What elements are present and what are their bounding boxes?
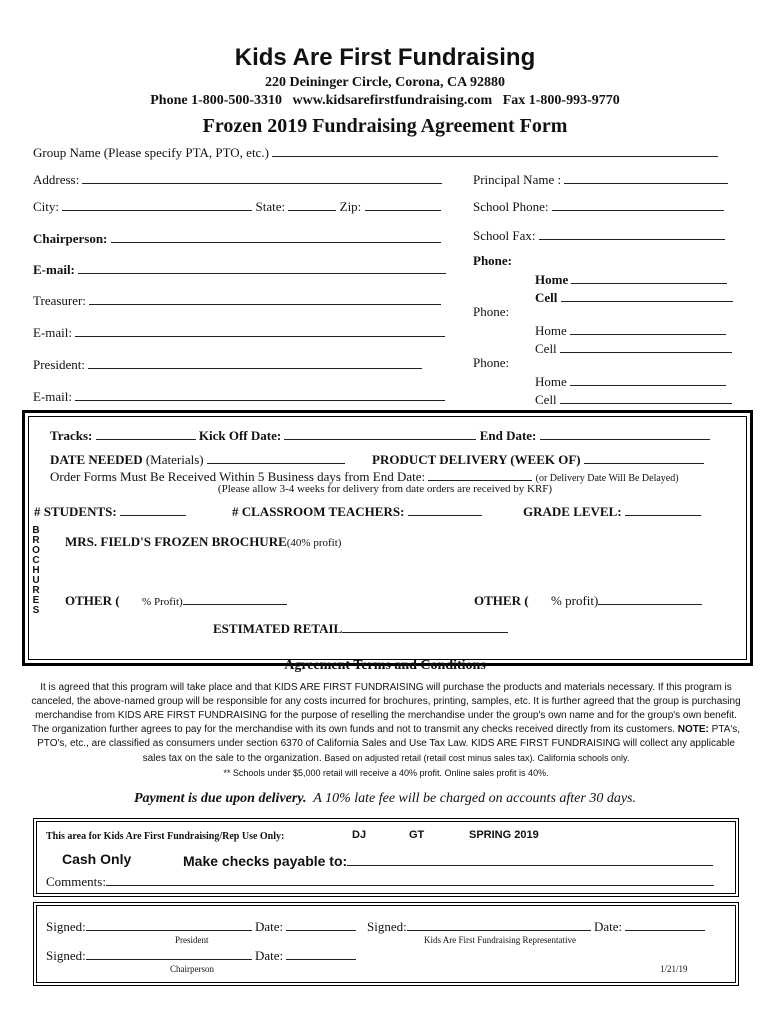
other1-percent-field[interactable]	[123, 592, 139, 605]
president-email-field[interactable]	[75, 387, 445, 401]
chair-phone-label: Phone:	[473, 253, 512, 268]
delivery-allow-note: (Please allow 3-4 weeks for delivery from date orders are received by KRF)	[217, 483, 553, 495]
president-phone-label: Phone:	[473, 355, 510, 370]
treasurer-email-row	[33, 323, 445, 341]
principal-row	[473, 170, 728, 188]
president-cell-label: Cell	[535, 392, 557, 407]
comments-label: Comments:	[46, 874, 106, 889]
chair-email-row	[33, 260, 446, 278]
brochures-vertical-label: BROCHURES	[32, 525, 40, 616]
treasurer-home-label: Home	[535, 323, 567, 338]
form-title: Frozen 2019 Fundraising Agreement Form	[202, 115, 568, 137]
payable-field[interactable]	[347, 851, 713, 866]
chair-signed-label: Signed:	[46, 948, 86, 963]
school-fax-label: School Fax:	[473, 228, 536, 243]
state-field[interactable]	[288, 197, 336, 211]
address-label: Address:	[33, 172, 80, 187]
chair-home-label: Home	[535, 272, 569, 287]
treasurer-row	[33, 291, 441, 309]
group-name-field[interactable]	[272, 143, 718, 157]
teachers-field[interactable]	[408, 502, 482, 516]
rep-signature-field[interactable]	[407, 917, 591, 931]
terms-heading: Agreement Terms and Conditions	[284, 658, 486, 673]
dates-row	[50, 426, 710, 444]
state-label: State:	[255, 199, 286, 214]
president-email-row	[33, 387, 445, 405]
students-label: # STUDENTS:	[34, 504, 117, 519]
treasurer-home-row	[535, 321, 726, 339]
group-name-row	[33, 143, 718, 161]
comments-row	[46, 872, 714, 890]
rep-code-gt: GT	[409, 829, 425, 841]
company-address: 220 Deininger Circle, Corona, CA 92880	[265, 75, 505, 90]
season-label: SPRING 2019	[469, 829, 539, 841]
rep-caption: Kids Are First Fundraising Representative	[424, 935, 576, 945]
end-date-field[interactable]	[540, 426, 710, 440]
grade-label: GRADE LEVEL:	[523, 504, 622, 519]
chair-signature-field[interactable]	[86, 946, 252, 960]
kickoff-field[interactable]	[284, 426, 476, 440]
treasurer-cell-label: Cell	[535, 341, 557, 356]
address-field[interactable]	[82, 170, 442, 184]
school-phone-row	[473, 197, 724, 215]
terms-note-small: Based on adjusted retail (retail cost minus sales tax). California schools only.	[324, 753, 630, 763]
chairperson-label: Chairperson:	[33, 231, 108, 246]
school-phone-label: School Phone:	[473, 199, 549, 214]
city-field[interactable]	[62, 197, 252, 211]
treasurer-email-label: E-mail:	[33, 325, 72, 340]
comments-field[interactable]	[106, 872, 714, 886]
teachers-label: # CLASSROOM TEACHERS:	[232, 504, 405, 519]
other2-percent-field[interactable]	[532, 592, 548, 605]
other2-label: OTHER (	[474, 593, 529, 608]
zip-field[interactable]	[365, 197, 441, 211]
chair-cell-field[interactable]	[561, 288, 733, 302]
terms-note-label: NOTE:	[677, 724, 709, 735]
treasurer-phone-label: Phone:	[473, 304, 510, 319]
treasurer-cell-field[interactable]	[560, 339, 732, 353]
tracks-label: Tracks:	[50, 428, 93, 443]
treasurer-home-field[interactable]	[570, 321, 726, 335]
chair-sign-row	[46, 946, 356, 964]
president-signed-label: Signed:	[46, 919, 86, 934]
school-fax-field[interactable]	[539, 226, 725, 240]
group-name-label: Group Name (Please specify PTA, PTO, etc.)	[33, 145, 269, 160]
estimated-retail-row	[213, 619, 508, 637]
chair-home-field[interactable]	[571, 270, 727, 284]
chair-email-label: E-mail:	[33, 262, 75, 277]
principal-label: Principal Name :	[473, 172, 562, 187]
payable-label: Make checks payable to:	[183, 853, 348, 869]
chair-email-field[interactable]	[78, 260, 446, 274]
company-name: Kids Are First Fundraising	[234, 44, 536, 71]
president-email-label: E-mail:	[33, 389, 72, 404]
rep-signed-label: Signed:	[367, 919, 407, 934]
cash-only-label: Cash Only	[62, 851, 132, 867]
product-delivery-row	[372, 450, 704, 468]
chair-date-field[interactable]	[286, 946, 356, 960]
president-date-label: Date:	[254, 919, 284, 934]
kickoff-label: Kick Off Date:	[198, 428, 282, 443]
school-phone-field[interactable]	[552, 197, 724, 211]
terms-note-text: PTA's, PTO's, etc., are classified as consumers under section 6370 of California Sales and Use Tax Law. KIDS ARE FIRST FUNDRAISING will collect any applicable sales tax on the sale to the organization.	[37, 724, 741, 764]
brochure-row	[65, 534, 341, 550]
students-row	[34, 502, 186, 520]
rep-code-dj: DJ	[352, 829, 367, 841]
other2-row	[474, 591, 702, 609]
date-needed-label: DATE NEEDED	[50, 452, 143, 467]
other1-row	[65, 591, 287, 609]
other1-label: OTHER (	[65, 593, 120, 608]
school-fax-row	[473, 226, 725, 244]
president-sign-row	[46, 917, 356, 935]
other2-field[interactable]	[598, 591, 702, 605]
delayed-note: (or Delivery Date Will Be Delayed)	[535, 473, 679, 484]
payment-due: Payment is due upon delivery.	[134, 791, 307, 806]
signature-box	[33, 902, 739, 986]
schools-note: ** Schools under $5,000 retail will receive a 40% profit. Online sales profit is 40%.	[223, 768, 549, 778]
president-signature-field[interactable]	[86, 917, 252, 931]
president-label: President:	[33, 357, 85, 372]
rep-sign-row	[367, 917, 705, 935]
treasurer-label: Treasurer:	[33, 293, 86, 308]
president-cell-row	[535, 390, 732, 408]
grade-field[interactable]	[625, 502, 701, 516]
terms-text: It is agreed that this program will take place and that KIDS ARE FIRST FUNDRAISING will purchase the products and materials necessary. If this program is canceled, the above-named group will be responsible for any costs incurred for brochures, printing, samples, etc. It is further agreed that the group is purchasing merchandise from KIDS ARE FIRST FUNDRAISING for the purpose of reselling the merchandise under the group's own name and for the group's own benefit. The organization further agrees to pay for the merchandise with its own funds and not to transmit any checks received directly from its customers.	[31, 682, 741, 735]
president-home-label: Home	[535, 374, 567, 389]
date-needed-row	[50, 450, 345, 468]
president-cell-field[interactable]	[560, 390, 732, 404]
version-date: 1/21/19	[660, 964, 688, 974]
chair-home-row	[535, 270, 727, 288]
principal-field[interactable]	[564, 170, 728, 184]
product-delivery-label: PRODUCT DELIVERY (WEEK OF)	[372, 452, 581, 467]
other2-profit-label: % profit)	[551, 593, 599, 608]
company-contact: Phone 1-800-500-3310 www.kidsarefirstfundraising.com Fax 1-800-993-9770	[150, 93, 620, 108]
chairperson-row	[33, 229, 441, 247]
rep-use-label: This area for Kids Are First Fundraising/Rep Use Only:	[46, 831, 285, 842]
city-row	[33, 197, 441, 215]
president-field[interactable]	[88, 355, 422, 369]
president-date-field[interactable]	[286, 917, 356, 931]
president-home-row	[535, 372, 726, 390]
date-needed-field[interactable]	[207, 450, 345, 464]
payment-note	[0, 791, 770, 807]
brochure-profit: (40% profit)	[286, 537, 342, 549]
chair-cell-row	[535, 288, 733, 306]
order-forms-label: Order Forms Must Be Received Within 5 Business days from End Date:	[50, 469, 426, 484]
president-home-field[interactable]	[570, 372, 726, 386]
other1-field[interactable]	[183, 591, 287, 605]
estimated-retail-label: ESTIMATED RETAIL	[213, 621, 343, 636]
materials-label: (Materials)	[142, 452, 204, 467]
late-fee: A 10% late fee will be charged on accounts after 30 days.	[306, 791, 636, 806]
terms-body	[30, 681, 742, 781]
treasurer-email-field[interactable]	[75, 323, 445, 337]
zip-label: Zip:	[339, 199, 362, 214]
president-row	[33, 355, 422, 373]
brochure-name: MRS. FIELD'S FROZEN BROCHURE	[65, 534, 287, 549]
treasurer-field[interactable]	[89, 291, 441, 305]
chairperson-field[interactable]	[111, 229, 441, 243]
tracks-field[interactable]	[96, 426, 196, 440]
rep-date-field[interactable]	[625, 917, 705, 931]
rep-date-label: Date:	[593, 919, 623, 934]
students-field[interactable]	[120, 502, 186, 516]
teachers-row	[232, 502, 482, 520]
product-delivery-field[interactable]	[584, 450, 704, 464]
president-caption: President	[175, 935, 209, 945]
end-date-label: End Date:	[479, 428, 537, 443]
address-row	[33, 170, 442, 188]
estimated-retail-field[interactable]	[342, 619, 508, 633]
treasurer-cell-row	[535, 339, 732, 357]
grade-row	[523, 502, 701, 520]
payable-row	[183, 851, 713, 869]
order-forms-field[interactable]	[428, 467, 532, 481]
chairperson-caption: Chairperson	[170, 964, 214, 974]
chair-cell-label: Cell	[535, 290, 558, 305]
chair-date-label: Date:	[254, 948, 284, 963]
city-label: City:	[33, 199, 60, 214]
other1-profit-label: % Profit)	[142, 596, 183, 608]
